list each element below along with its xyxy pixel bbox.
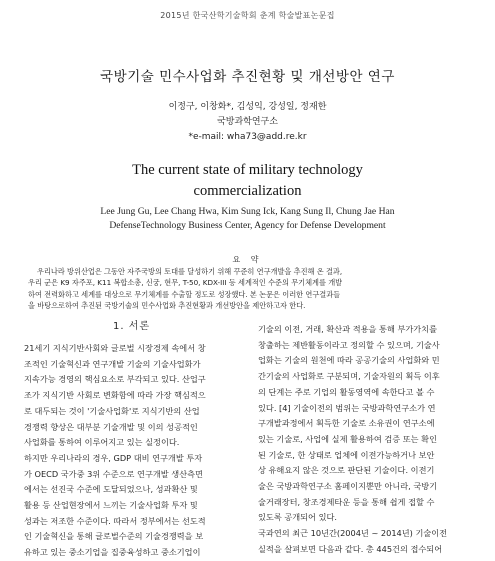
- text-line: 있도록 공개되어 있다.: [258, 512, 337, 523]
- abstract-heading: 요 약: [232, 255, 263, 264]
- text-line: 술은 국방과학연구소 홈페이지뿐만 아니라, 국방기: [258, 481, 438, 492]
- korean-author-block: [0, 100, 495, 145]
- text-line: 우리 군은 K9 자주포, K11 복합소총, 신궁, 현무, T-50, KDX-III 등 세계적인 수준의 무기체계를 개발: [28, 278, 343, 288]
- text-line: 창출하는 제반활동이라고 정의할 수 있으며, 기술사: [258, 339, 440, 350]
- text-line: 국과연의 최근 10년간(2004년 ~ 2014년) 기술이전: [258, 528, 448, 539]
- text-line: 된 기술로, 한 상태로 업체에 이전가능하거나 보안: [258, 449, 435, 460]
- text-line: 경쟁력 향상은 대부분 기술개발 및 이의 성공적인: [24, 421, 198, 432]
- text-line: 있다. [4] 기술이전의 범위는 국방과학연구소가 연: [258, 402, 436, 413]
- english-author-block: [0, 205, 495, 233]
- english-title: [0, 160, 495, 202]
- text-line: 21세기 지식기반사회와 글로벌 시장경제 속에서 창: [24, 343, 206, 353]
- text-line: 있는 기술로, 사업에 실제 활용하여 검증 또는 확인: [258, 433, 438, 444]
- text-line: 에서는 선진국 수준에 도달되었으나, 성과확산 및: [24, 484, 198, 495]
- korean-authors: 이정구, 이창화*, 김성익, 강성일, 정재한: [168, 102, 327, 112]
- text-line: 로 대두되는 것이 '기술사업화'로 지식기반의 산업: [24, 405, 200, 416]
- english-affiliation: DefenseTechnology Business Center, Agency for Defense Development: [109, 220, 386, 231]
- text-line: 간기술의 사업화로 구분되며, 기술자원의 획득 이후: [258, 371, 440, 382]
- text-line: 활용 등 산업현장에서 느끼는 기술사업화 투자 및: [24, 500, 198, 511]
- english-title-line-1: The current state of military technology: [132, 162, 363, 178]
- author-email[interactable]: *e-mail: wha73@add.re.kr: [188, 132, 307, 142]
- text-line: 기술의 이전, 거래, 확산과 적용을 통해 부가가치를: [258, 324, 438, 334]
- text-line: 을 바탕으로하여 추진된 국방기술의 민수사업화 추진현황과 개선방안을 제안하고자 한다.: [28, 301, 306, 311]
- english-title-line-2: commercialization: [193, 183, 302, 199]
- running-header: 2015년 한국산학기술학회 춘계 학술발표논문집: [160, 11, 335, 20]
- section-heading-introduction: 1. 서론: [112, 321, 151, 332]
- text-line: 성과는 저조한 수준이다. 따라서 정부에서는 선도적: [24, 515, 206, 526]
- korean-affiliation: 국방과학연구소: [217, 117, 278, 127]
- text-line: 실적을 살펴보면 다음과 같다. 총 445건의 접수되어: [258, 543, 443, 554]
- text-line: 사업화를 통하여 이루어지고 있는 실정이다.: [24, 437, 180, 448]
- abstract-body: [28, 266, 468, 312]
- text-line: 유하고 있는 중소기업을 집중육성하고 중소기업이: [24, 547, 201, 558]
- text-line: 의 단계는 주로 기업의 활동영역에 속한다고 볼 수: [258, 386, 435, 397]
- text-line: 우리나라 방위산업은 그동안 자주국방의 토대를 달성하기 위해 꾸준히 연구개발을 추진해 온 결과,: [37, 267, 343, 276]
- text-line: 인 기술혁신을 통해 글로벌수준의 기술경쟁력을 보: [24, 531, 204, 542]
- text-line: 구개발과정에서 획득한 기술로 소유권이 연구소에: [258, 418, 435, 429]
- body-left-column: [24, 318, 239, 561]
- english-authors: Lee Jung Gu, Lee Chang Hwa, Kim Sung Ick, Kang Sung Il, Chung Jae Han: [100, 206, 395, 217]
- text-line: 조적인 기술혁신과 연구개발 기술의 기술사업화가: [24, 358, 201, 369]
- text-line: 하지만 우리나라의 경우, GDP 대비 연구개발 투자: [24, 452, 203, 463]
- text-line: 업화는 기술의 원천에 따라 공공기술의 사업화와 민: [258, 355, 440, 366]
- text-line: 가 OECD 국가중 3위 수준으로 연구개발 생산측면: [24, 468, 203, 479]
- text-line: 조가 지식기반 사회로 변화함에 따라 가장 핵심적으: [24, 390, 206, 401]
- text-line: 술거래장터, 창조경제타운 등을 통해 쉽게 접할 수: [258, 496, 435, 507]
- text-line: 지속가능 경영의 핵심요소로 부각되고 있다. 산업구: [24, 374, 206, 385]
- body-right-column: [258, 322, 474, 558]
- korean-title: 국방기술 민수사업화 추진현황 및 개선방안 연구: [100, 69, 395, 85]
- text-line: 하여 전력화하고 세계를 대상으로 무기체계를 수출할 정도로 성장했다. 본 논문은 이러한 연구결과들: [28, 289, 341, 299]
- text-line: 상 유해요지 않은 것으로 판단된 기술이다. 이전기: [258, 465, 435, 476]
